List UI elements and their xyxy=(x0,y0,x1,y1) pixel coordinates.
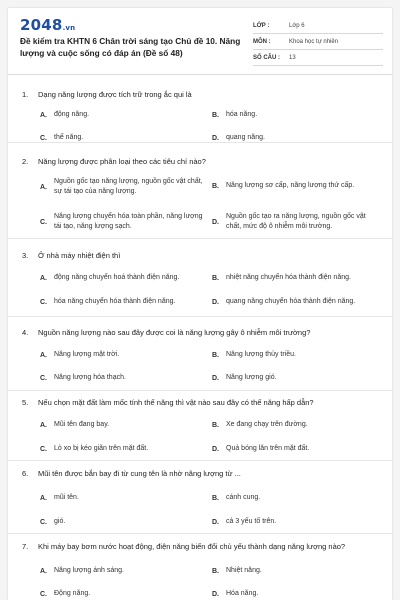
option-text: Năng lượng gió. xyxy=(226,374,277,381)
option-d[interactable] xyxy=(212,212,382,232)
question-stem xyxy=(22,542,345,551)
option-letter: D. xyxy=(212,298,219,306)
option-letter: B. xyxy=(212,111,219,119)
option-letter: A. xyxy=(40,274,47,282)
option-text: Động năng. xyxy=(54,590,91,597)
meta-row-class xyxy=(253,18,383,34)
meta-key: SỐ CÂU : xyxy=(253,54,280,61)
option-a[interactable] xyxy=(40,493,200,503)
option-letter: A. xyxy=(40,111,47,119)
option-b[interactable] xyxy=(212,350,372,360)
option-text: Nguồn gốc tạo năng lượng, nguồn gốc vật chất, sự tái tạo của năng lượng. xyxy=(54,178,203,195)
option-d[interactable] xyxy=(212,444,372,454)
option-text: thế năng. xyxy=(54,134,84,141)
option-c[interactable] xyxy=(40,297,210,307)
option-a[interactable] xyxy=(40,110,190,120)
question-separator xyxy=(8,316,392,317)
option-letter: C. xyxy=(40,590,47,598)
option-letter: B. xyxy=(212,351,219,359)
meta-value: 13 xyxy=(289,54,296,61)
option-b[interactable] xyxy=(212,110,372,120)
meta-value: Khoa học tự nhiên xyxy=(289,38,339,45)
question-stem xyxy=(22,157,206,166)
question-separator xyxy=(8,460,392,461)
option-text: gió. xyxy=(54,518,66,525)
question-number: 2. xyxy=(22,157,29,166)
option-text: Hóa năng. xyxy=(226,590,259,597)
option-text: cánh cung. xyxy=(226,494,261,501)
option-letter: A. xyxy=(40,421,47,429)
option-letter: C. xyxy=(40,218,47,226)
option-b[interactable] xyxy=(212,420,372,430)
question-stem xyxy=(22,251,120,260)
option-b[interactable] xyxy=(212,493,372,503)
option-letter: B. xyxy=(212,494,219,502)
meta-key: MÔN : xyxy=(253,38,271,45)
option-text: Quả bóng lăn trên mặt đất. xyxy=(226,445,310,452)
option-c[interactable] xyxy=(40,444,200,454)
option-letter: D. xyxy=(212,445,219,453)
option-letter: D. xyxy=(212,374,219,382)
question-number: 1. xyxy=(22,90,29,99)
option-letter: C. xyxy=(40,445,47,453)
option-a[interactable] xyxy=(40,350,200,360)
option-text: hóa năng chuyển hóa thành điện năng. xyxy=(54,298,176,305)
option-text: nhiệt năng chuyển hóa thành điện năng. xyxy=(226,274,351,281)
question-separator xyxy=(8,238,392,239)
question-stem xyxy=(22,328,310,337)
question-number: 3. xyxy=(22,251,29,260)
option-text: Mũi tên đang bay. xyxy=(54,421,110,428)
option-letter: C. xyxy=(40,298,47,306)
option-text: hóa năng. xyxy=(226,111,258,118)
question-separator xyxy=(8,390,392,391)
question-number: 6. xyxy=(22,469,29,478)
meta-value: Lớp 6 xyxy=(289,22,305,29)
question-text: Mũi tên được bắn bay đi từ cung tên là nhờ năng lượng từ ... xyxy=(38,469,241,478)
option-letter: A. xyxy=(40,494,47,502)
option-a[interactable] xyxy=(40,420,200,430)
option-text: Lò xo bị kéo giãn trên mặt đất. xyxy=(54,445,149,452)
option-letter: D. xyxy=(212,590,219,598)
document-title: Đề kiểm tra KHTN 6 Chân trời sáng tạo Chủ đề 10. Năng lượng và cuộc sống có đáp án (Đề số 48) xyxy=(20,36,241,58)
option-a[interactable] xyxy=(40,566,200,576)
question-text: Nếu chọn mặt đất làm mốc tính thế năng thì vật nào sau đây có thế năng hấp dẫn? xyxy=(38,398,314,407)
question-stem xyxy=(22,469,241,478)
question-text: Ở nhà máy nhiệt điện thì xyxy=(38,251,121,260)
option-d[interactable] xyxy=(212,517,372,527)
option-text: cả 3 yếu tố trên. xyxy=(226,518,277,525)
page-header xyxy=(8,8,392,74)
option-c[interactable] xyxy=(40,589,200,599)
option-text: Năng lượng ánh sáng. xyxy=(54,567,124,574)
question-text: Năng lượng được phân loại theo các tiêu chí nào? xyxy=(38,157,206,166)
question-stem xyxy=(22,398,314,407)
exam-page xyxy=(8,8,392,600)
question-stem xyxy=(22,90,192,99)
option-c[interactable] xyxy=(40,212,208,232)
option-text: Năng lượng chuyển hóa toàn phần, năng lượng tái tạo, năng lượng sạch. xyxy=(54,213,203,230)
option-a[interactable] xyxy=(40,273,210,283)
option-letter: D. xyxy=(212,518,219,526)
logo-tld: .vn xyxy=(62,24,76,32)
option-letter: D. xyxy=(212,134,219,142)
option-text: quang năng chuyển hóa thành điện năng. xyxy=(226,298,356,305)
option-letter: B. xyxy=(212,274,219,282)
option-letter: B. xyxy=(212,421,219,429)
option-c[interactable] xyxy=(40,373,200,383)
option-d[interactable] xyxy=(212,297,384,307)
option-text: động năng chuyển hoá thành điện năng. xyxy=(54,274,180,281)
option-text: Năng lượng thủy triều. xyxy=(226,351,296,358)
option-b[interactable] xyxy=(212,566,372,576)
question-number: 4. xyxy=(22,328,29,337)
option-text: Xe đang chạy trên đường. xyxy=(226,421,308,428)
option-text: Năng lượng hóa thạch. xyxy=(54,374,126,381)
question-number: 7. xyxy=(22,542,29,551)
option-a[interactable] xyxy=(40,177,208,197)
meta-row-subject xyxy=(253,34,383,50)
option-d[interactable] xyxy=(212,373,372,383)
option-b[interactable] xyxy=(212,181,382,191)
option-letter: C. xyxy=(40,134,47,142)
option-letter: D. xyxy=(212,218,219,226)
option-text: Nguồn gốc tạo ra năng lượng, nguồn gốc vật chất, mức độ ô nhiễm môi trường. xyxy=(226,213,366,230)
option-text: quang năng. xyxy=(226,134,265,141)
option-text: Năng lượng mặt trời. xyxy=(54,351,120,358)
question-text: Dạng năng lượng được tích trữ trong ắc qui là xyxy=(38,90,192,99)
option-letter: A. xyxy=(40,351,47,359)
question-number: 5. xyxy=(22,398,29,407)
header-divider xyxy=(8,74,392,75)
option-letter: C. xyxy=(40,518,47,526)
exam-meta xyxy=(253,18,383,66)
meta-key: LỚP : xyxy=(253,22,270,29)
option-letter: B. xyxy=(212,567,219,575)
option-c[interactable] xyxy=(40,517,200,527)
option-letter: A. xyxy=(40,567,47,575)
option-letter: C. xyxy=(40,374,47,382)
option-letter: B. xyxy=(212,182,219,190)
question-text: Khi máy bay bơm nước hoạt động, điện năng biến đổi chủ yếu thành dạng năng lượng nào? xyxy=(38,542,346,551)
question-separator xyxy=(8,142,392,143)
option-letter: A. xyxy=(40,183,47,191)
meta-row-count xyxy=(253,50,383,66)
question-text: Nguồn năng lượng nào sau đây được coi là năng lượng gây ô nhiễm môi trường? xyxy=(38,328,311,337)
option-text: mũi tên. xyxy=(54,494,79,501)
question-separator xyxy=(8,533,392,534)
logo-main: 2048 xyxy=(20,16,63,34)
option-text: động năng. xyxy=(54,111,90,118)
option-text: Năng lượng sơ cấp, năng lượng thứ cấp. xyxy=(226,182,355,189)
option-d[interactable] xyxy=(212,589,372,599)
option-b[interactable] xyxy=(212,273,384,283)
option-text: Nhiệt năng. xyxy=(226,567,262,574)
